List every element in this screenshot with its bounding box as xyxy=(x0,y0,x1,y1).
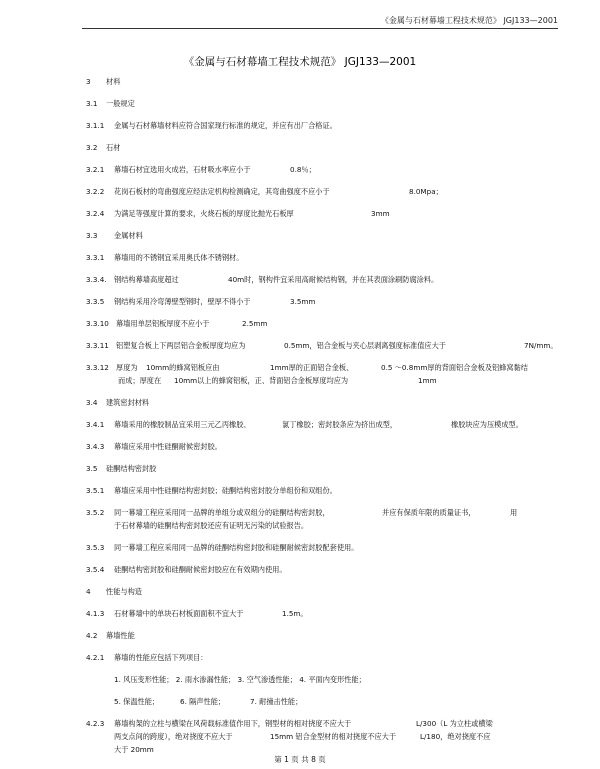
clause-number: 3.5.3 xyxy=(86,543,105,552)
clause-number: 3.3.12 xyxy=(86,363,109,372)
clause-line xyxy=(86,420,566,430)
list-item: 6. 隔声性能； xyxy=(180,697,226,706)
clause-line xyxy=(86,653,566,663)
clause-number: 4 xyxy=(86,587,91,596)
list-item: 1. 风压变形性能； 2. 雨水渗漏性能； 3. 空气渗透性能； 4. 平面内变形性能； xyxy=(114,675,366,684)
clause-number: 3.3 xyxy=(86,231,98,240)
clause-number: 3.4.3 xyxy=(86,442,105,451)
clause-number: 4.2 xyxy=(86,631,98,640)
document-body xyxy=(86,77,566,767)
clause-line xyxy=(86,363,566,373)
list-item: 7. 耐撞击性能； xyxy=(250,697,303,706)
clause-number: 3.2.2 xyxy=(86,187,105,196)
clause-continuation xyxy=(86,732,566,742)
clause-text: 幕墙石材宜选用火成岩，石材吸水率应小于 xyxy=(114,165,251,174)
clause-number: 4.2.3 xyxy=(86,719,105,728)
clause-text: 同一幕墙工程应采用同一品牌的单组分或双组分的硅酮结构密封胶， xyxy=(114,508,330,517)
clause-line xyxy=(86,187,566,197)
clause-text: 大于 20mm xyxy=(114,745,154,754)
clause-line xyxy=(86,297,566,307)
clause-line xyxy=(86,543,566,553)
clause-value: 3.5mm xyxy=(290,297,316,306)
clause-number: 3.5.1 xyxy=(86,486,105,495)
clause-number: 3.3.4. xyxy=(86,275,107,284)
clause-line xyxy=(86,508,566,518)
clause-text: 为满足等强度计算的要求，火烧石板的厚度比抛光石板厚 xyxy=(114,209,294,218)
clause-text: 幕墙构架的立柱与横梁在风荷载标准值作用下，钢型材的相对挠度不应大于 xyxy=(114,719,352,728)
clause-value: 氯丁橡胶；密封胶条应为挤出成型， xyxy=(282,420,398,429)
clause-text: 硅酮结构密封胶和硅酮耐候密封胶应在有效期内使用。 xyxy=(114,565,287,574)
clause-text: 幕墙用的不锈钢宜采用奥氏体不锈钢材。 xyxy=(114,253,244,262)
clause-number: 3.5 xyxy=(86,464,98,473)
clause-text: 于石材幕墙的硅酮结构密封胶还应有证明无污染的试验报告。 xyxy=(114,521,309,530)
clause-line xyxy=(86,341,566,351)
clause-text: 幕墙应采用中性硅酮结构密封胶；硅酮结构密封胶分单组份和双组份。 xyxy=(114,486,337,495)
clause-value: 0.8％； xyxy=(290,165,316,174)
clause-text: 金属材料 xyxy=(114,231,143,240)
clause-value: 2.5mm xyxy=(242,319,268,328)
clause-number: 3.5.2 xyxy=(86,508,105,517)
page-number: 第 1 页 共 8 页 xyxy=(274,755,326,764)
clause-line xyxy=(86,253,566,263)
clause-line xyxy=(86,442,566,452)
clause-value: 10mm的蜂窝铝板应由 xyxy=(146,363,220,372)
clause-number: 3.2.1 xyxy=(86,165,105,174)
clause-text: 厚度为 xyxy=(116,363,138,372)
clause-text: 幕墙的性能应包括下列项目： xyxy=(114,653,208,662)
clause-text: 钢结构幕墙高度超过 xyxy=(114,275,179,284)
section-heading xyxy=(86,464,566,474)
clause-text: 金属与石材幕墙材料应符合国家现行标准的规定，并应有出厂合格证。 xyxy=(114,121,337,130)
section-heading xyxy=(86,143,566,153)
clause-continuation xyxy=(86,376,566,386)
section-heading xyxy=(86,587,566,597)
clause-number: 4.1.3 xyxy=(86,609,105,618)
clause-value: 8.0Mpa； xyxy=(409,187,443,196)
clause-line xyxy=(86,209,566,219)
clause-value: 用 xyxy=(510,508,518,517)
clause-value: 橡胶块应为压模成型。 xyxy=(451,420,523,429)
clause-text: 两支点间的跨度），绝对挠度不应大于 xyxy=(114,732,233,741)
performance-items xyxy=(86,675,566,685)
section-heading xyxy=(86,398,566,408)
clause-value: 1mm xyxy=(418,376,437,385)
clause-text: 性能与构造 xyxy=(106,587,142,596)
clause-line xyxy=(86,165,566,175)
clause-text: 石材幕墙中的单块石材板面面积不宜大于 xyxy=(114,609,244,618)
section-heading xyxy=(86,99,566,109)
clause-text: 同一幕墙工程应采用同一品牌的硅酮结构密封胶和硅酮耐候密封胶配套使用。 xyxy=(114,543,359,552)
clause-number: 3.1.1 xyxy=(86,121,105,130)
clause-text: 幕墙用单层铝板厚度不应小于 xyxy=(116,319,210,328)
clause-number: 3.4 xyxy=(86,398,98,407)
clause-line xyxy=(86,565,566,575)
section-heading xyxy=(86,77,566,87)
clause-number: 3.2.4 xyxy=(86,209,105,218)
clause-text: 花岗石板材的弯曲强度应经法定机构检测确定，其弯曲强度不应小于 xyxy=(114,187,330,196)
clause-number: 3.3.1 xyxy=(86,253,105,262)
clause-line xyxy=(86,609,566,619)
list-item: 5. 保温性能； xyxy=(114,697,160,706)
performance-items xyxy=(86,697,566,707)
clause-number: 3.2 xyxy=(86,143,98,152)
clause-value: 15mm 铝合金型材的相对挠度不应大于 xyxy=(270,732,397,741)
clause-value: 7N/mm。 xyxy=(524,341,558,350)
clause-value: 0.5mm，铝合金板与夹心层剥离强度标准值应大于 xyxy=(284,341,446,350)
clause-line xyxy=(86,486,566,496)
clause-number: 3.4.1 xyxy=(86,420,105,429)
running-header: 《金属与石材幕墙工程技术规范》 JGJ133—2001 xyxy=(380,16,558,25)
header-divider xyxy=(82,28,558,29)
clause-number: 3.5.4 xyxy=(86,565,105,574)
clause-text: 铝塑复合板上下两层铝合金板厚度均应为 xyxy=(116,341,246,350)
clause-text: 硅酮结构密封胶 xyxy=(106,464,157,473)
clause-text: 钢结构采用冷弯薄壁型钢时，壁厚不得小于 xyxy=(114,297,251,306)
clause-value: 1mm厚的正面铝合金板、 xyxy=(270,363,354,372)
clause-value: L/300（L 为立柱或横梁 xyxy=(416,719,493,728)
clause-line xyxy=(86,719,566,729)
section-heading xyxy=(86,631,566,641)
clause-line xyxy=(86,319,566,329)
clause-line xyxy=(86,121,566,131)
clause-line xyxy=(86,275,566,285)
clause-value: 10mm以上的蜂窝铝板，正、背面铝合金板厚度均应为 xyxy=(174,376,349,385)
clause-value: 0.5 ～0.8mm厚的背面铝合金板及铝蜂窝黏结 xyxy=(381,363,528,372)
clause-text: 幕墙应采用中性硅酮耐候密封胶。 xyxy=(114,442,222,451)
clause-text: 石材 xyxy=(106,143,121,152)
clause-number: 3.1 xyxy=(86,99,98,108)
clause-value: 1.5m。 xyxy=(282,609,308,618)
clause-number: 3 xyxy=(86,77,91,86)
clause-continuation xyxy=(86,521,566,531)
clause-value: 并应有保质年限的质量证书， xyxy=(382,508,476,517)
clause-number: 3.3.5 xyxy=(86,297,105,306)
clause-value: 3mm xyxy=(371,209,390,218)
clause-number: 3.3.10 xyxy=(86,319,109,328)
clause-text: 幕墙采用的橡胶制品宜采用三元乙丙橡胶、 xyxy=(114,420,251,429)
clause-value: 40m时，钢构件宜采用高耐候结构钢，并在其表面涂刷防腐涂料。 xyxy=(228,275,439,284)
clause-value: L/180，绝对挠度不应 xyxy=(420,732,491,741)
clause-text: 而成；厚度在 xyxy=(118,376,162,385)
clause-text: 一般规定 xyxy=(106,99,135,108)
clause-number: 3.3.11 xyxy=(86,341,109,350)
section-heading xyxy=(86,231,566,241)
clause-text: 幕墙性能 xyxy=(106,631,135,640)
clause-text: 材料 xyxy=(106,77,121,86)
document-title: 《金属与石材幕墙工程技术规范》 JGJ133—2001 xyxy=(183,56,417,68)
clause-text: 建筑密封材料 xyxy=(106,398,150,407)
clause-number: 4.2.1 xyxy=(86,653,105,662)
